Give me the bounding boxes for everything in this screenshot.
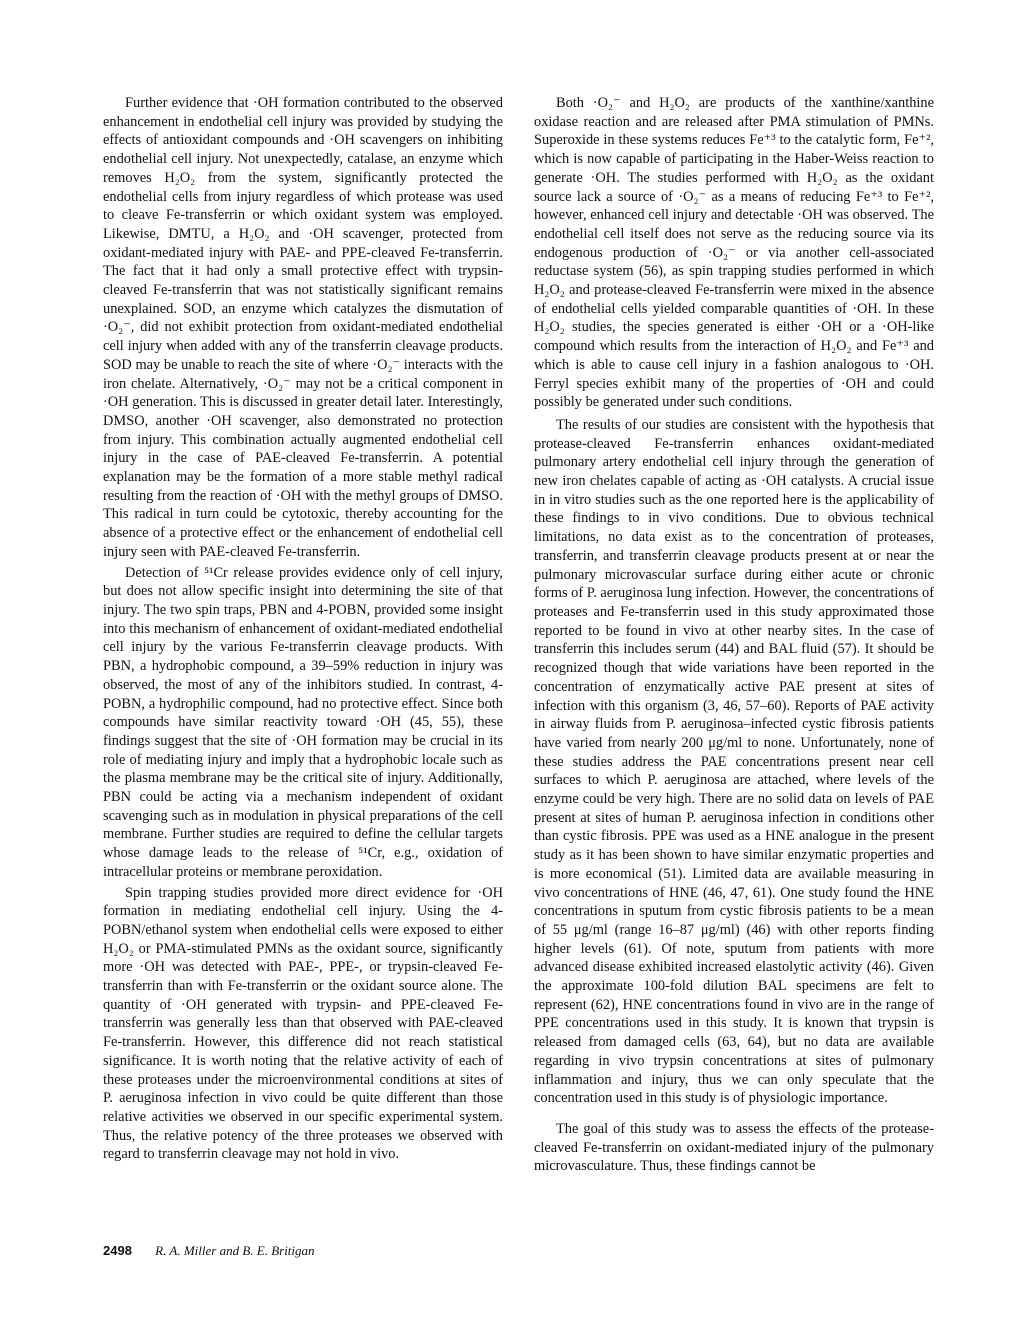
page-number: 2498 <box>103 1243 132 1258</box>
paragraph-oh-evidence: Further evidence that ·OH formation contributed to the observed enhancement in endothelial cell injury was provided by studying the effects of antioxidant compounds and ·OH scavengers on inhibiting endothelial cell injury. Not unexpectedly, catalase, an enzyme which removes H₂O₂ from the system, significantly protected the endothelial cells from injury regardless of which protease was used to cleave Fe-transferrin or which oxidant system was employed. Likewise, DMTU, a H₂O₂ and ·OH scavenger, protected from oxidant-mediated injury with PAE- and PPE-cleaved Fe-transferrin. The fact that it had only a small protective effect with trypsin-cleaved Fe-transferrin that was not statistically significant remains unexplained. SOD, an enzyme which catalyzes the dismutation of ·O₂⁻, did not exhibit protection from oxidant-mediated endothelial cell injury when added with any of the transferrin cleavage products. SOD may be unable to reach the site of where ·O₂⁻ interacts with the iron chelate. Alternatively, ·O₂⁻ may not be a critical component in ·OH generation. This is discussed in greater detail later. Interestingly, DMSO, another ·OH scavenger, also demonstrated no protection from injury. This combination actually augmented endothelial cell injury in the case of PAE-cleaved Fe-transferrin. A potential explanation may be the formation of a more stable methyl radical resulting from the reaction of ·OH with the methyl groups of DMSO. This radical in turn could be cytotoxic, thereby accounting for the absence of a protective effect or the enhancement of endothelial cell injury seen with PAE-cleaved Fe-transferrin. <box>103 95 503 560</box>
left-column <box>103 94 503 1164</box>
paragraph-spin-trapping: Spin trapping studies provided more direct evidence for ·OH formation in mediating endothelial cell injury. Using the 4-POBN/ethanol system when endothelial cells were exposed to either H₂O₂ or PMA-stimulated PMNs as the oxidant source, significantly more ·OH was detected with PAE-, PPE-, or trypsin-cleaved Fe-transferrin than with Fe-transferrin or the oxidant source alone. The quantity of ·OH generated with trypsin- and PPE-cleaved Fe-transferrin was generally less than that observed with PAE-cleaved Fe-transferrin. However, this difference did not reach statistical significance. It is worth noting that the relative activity of each of these proteases under the microenvironmental conditions at sites of P. aeruginosa infection in vivo could be quite different than those relative activities we observed in our specific experimental system. Thus, the relative potency of the three proteases we observed with regard to transferrin cleavage may not hold in vivo. <box>103 884 503 1163</box>
paragraph-cr-release: Detection of ⁵¹Cr release provides evidence only of cell injury, but does not allow specific insight into determining the site of that injury. The two spin traps, PBN and 4-POBN, provided some insight into this mechanism of enhancement of oxidant-mediated endothelial cell injury by the various Fe-transferrin cleavage products. With PBN, a hydrophobic compound, a 39–59% reduction in injury was observed, the most of any of the inhibitors studied. In contrast, 4-POBN, a hydrophilic compound, had no protective effect. Since both compounds have similar reactivity toward ·OH (45, 55), these findings suggest that the site of ·OH formation may be crucial in its role of mediating injury and imply that a hydrophobic locale such as the plasma membrane may be the critical site of injury. Additionally, PBN could be acting via a mechanism independent of oxidant scavenging such as in modulation in physical preparations of the cell membrane. Further studies are required to define the cellular targets whose damage leads to the release of ⁵¹Cr, e.g., oxidation of intracellular proteins or membrane peroxidation. <box>103 564 503 880</box>
paragraph-study-goal: The goal of this study was to assess the effects of the protease-cleaved Fe-transferrin on oxidant-mediated injury of the pulmonary microvasculature. Thus, these findings cannot be <box>534 1120 934 1175</box>
right-column <box>534 94 934 1176</box>
running-authors: R. A. Miller and B. E. Britigan <box>155 1243 315 1258</box>
paragraph-superoxide: Both ·O₂⁻ and H₂O₂ are products of the xanthine/xanthine oxidase reaction and are released after PMA stimulation of PMNs. Superoxide in these systems reduces Fe⁺³ to the catalytic form, Fe⁺², which is now capable of participating in the Haber-Weiss reaction to generate ·OH. The studies performed with H₂O₂ as the oxidant source lack a source of ·O₂⁻ as a means of reducing Fe⁺³ to Fe⁺², however, enhanced cell injury and detectable ·OH was observed. The endothelial cell itself does not serve as the reducing source via its endogenous production of ·O₂⁻ or via another cell-associated reductase system (56), as spin trapping studies performed in which H₂O₂ and protease-cleaved Fe-transferrin were mixed in the absence of endothelial cells yielded comparable quantities of ·OH. In these H₂O₂ studies, the species generated is either ·OH or a ·OH-like compound which results from the interaction of H₂O₂ and Fe⁺³ and which is able to cause cell injury in a fashion analogous to ·OH. Ferryl species exhibit many of the properties of ·OH and could possibly be generated under such conditions. <box>534 95 934 411</box>
paragraph-results-hypothesis: The results of our studies are consistent with the hypothesis that protease-cleaved Fe-transferrin enhances oxidant-mediated pulmonary artery endothelial cell injury through the generation of new iron chelates capable of acting as ·OH catalysts. A crucial issue in in vitro studies such as the one reported here is the applicability of these findings to in vivo conditions. Due to obvious technical limitations, no data exist as to the concentration of proteases, transferrin, and transferrin cleavage products present at or near the pulmonary microvascular surface during either acute or chronic forms of P. aeruginosa lung infection. However, the concentrations of proteases and Fe-transferrin used in this study approximated those reported to be found in vivo at other nearby sites. In the case of transferrin this includes serum (44) and BAL fluid (57). It should be recognized though that wide variations have been reported in the concentration of enzymatically active PAE present at sites of infection with this organism (3, 46, 57–60). Reports of PAE activity in airway fluids from P. aeruginosa–infected cystic fibrosis patients have varied from nearly 200 μg/ml to none. Unfortunately, none of these studies address the PAE concentrations present near cell surfaces to which P. aeruginosa are attached, where levels of the enzyme could be very high. There are no solid data on levels of PAE present at sites of human P. aeruginosa infection in conditions other than cystic fibrosis. PPE was used as a HNE analogue in the present study as it has been shown to have similar enzymatic properties and is more economical (51). Limited data are available measuring in vivo concentrations of HNE (46, 47, 61). One study found the HNE concentrations in sputum from cystic fibrosis patients to be a mean of 55 μg/ml (range 16–87 μg/ml) (46) with other reports finding higher levels (61). Of note, sputum from patients with more advanced disease exhibited increased elastolytic activity (46). Given the approximate 100-fold dilution BAL specimens are felt to represent (62), HNE concentrations found in vivo are in the range of PPE concentrations used in this study. It is known that trypsin is released from damaged cells (63, 64), but no data are available regarding in vivo trypsin concentrations at sites of pulmonary inflammation and injury, thus we can only speculate that the concentration used in this study is of physiologic importance. <box>534 416 934 1107</box>
page-footer <box>103 1243 315 1259</box>
